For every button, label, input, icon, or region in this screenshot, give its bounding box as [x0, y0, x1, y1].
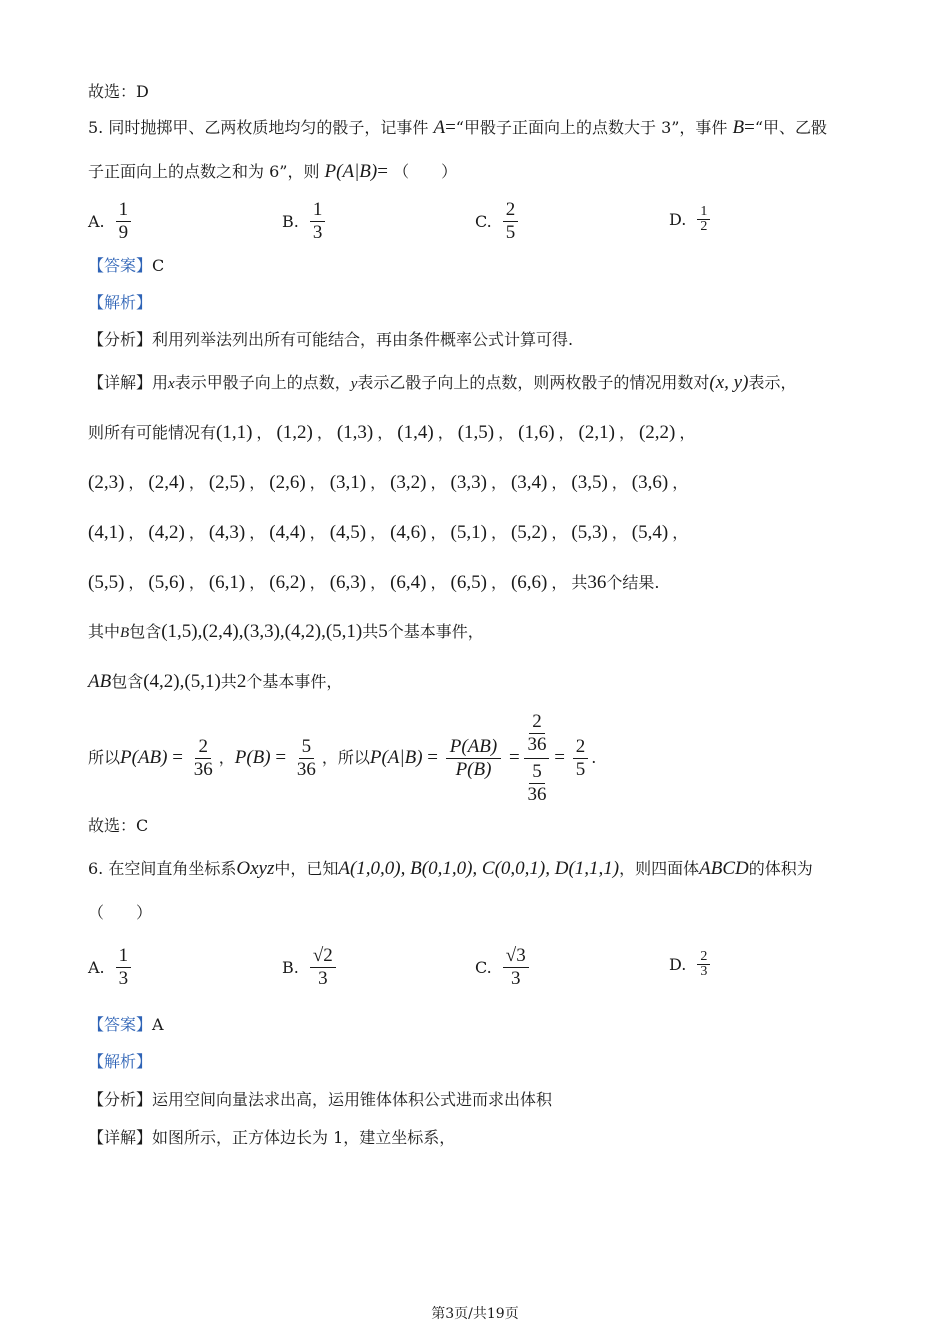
pair: (1,2) — [276, 422, 313, 443]
q6-stem-line1 — [88, 857, 813, 881]
q5-option-a — [88, 199, 134, 244]
q6-answer — [88, 1013, 164, 1037]
q5-total-count: 36 — [587, 572, 607, 593]
q5-stem-line1: 5. 同时抛掷甲、乙两枚质地均匀的骰子，记事件 A=“甲骰子正面向上的点数大于 3”，事件 B=“甲、乙骰 — [88, 117, 828, 138]
pair: (2,6) — [269, 472, 306, 493]
q5-option-a-den: 9 — [118, 222, 129, 243]
pair: (3,6) — [631, 472, 669, 493]
q6-solid: ABCD — [699, 858, 749, 879]
q6-points: A(1,0,0), B(0,1,0), C(0,0,1), D(1,1,1) — [338, 858, 620, 879]
q5-ab-mid: 包含 — [111, 672, 144, 691]
q6-stem-c: ，则四面体 — [619, 859, 700, 878]
pair: (3,5) — [571, 472, 608, 493]
q5-ab-line — [88, 670, 342, 694]
q5-all-intro: 则所有可能情况有 — [88, 423, 217, 442]
q5-event-b-var: B — [732, 117, 745, 138]
q6-option-b-den: 3 — [318, 968, 328, 989]
q5-option-a-num: 1 — [116, 199, 132, 222]
q5-b-suffix: 个基本事件， — [387, 622, 484, 641]
q5-b-line — [88, 620, 484, 645]
q5-detail-line1 — [88, 371, 796, 396]
pair: (3,3) — [450, 472, 487, 493]
q5-option-b — [282, 199, 328, 244]
q6-option-b-label: B. — [282, 958, 299, 977]
q5-ab-pairs: (4,2),(5,1) — [143, 671, 221, 692]
q5-option-b-num: 1 — [310, 199, 326, 222]
q5-option-c-num: 2 — [503, 199, 519, 222]
q6-answer-tag: 【答案】 — [88, 1015, 153, 1034]
q5-period: . — [591, 748, 597, 767]
q5-p-b-den: 36 — [296, 758, 316, 780]
q5-event-a-var: A — [433, 117, 446, 138]
q5-detail-x: x — [168, 376, 175, 392]
q5-pairs-row1: 则所有可能情况有(1,1) ， (1,2) ， (1,3) ， (1,4) ， (1,5) ， (1,6) ， (2,1) ， (2,2) ， — [88, 422, 696, 443]
q5-total-prefix: 共 — [571, 573, 588, 592]
q5-fenxi-tag: 【分析】 — [88, 330, 153, 349]
q5-calc-prefix: 所以 — [88, 748, 121, 767]
q5-nested-fraction — [524, 711, 549, 806]
pair: (1,1) — [216, 422, 253, 443]
q5-ratio-num: P(AB) — [446, 736, 501, 759]
q5-calc-line: 所以 P(AB) = $\frac{2}{36}$ ， P(B) = $\frac{5}{36}$ ，所以 P(A|B) = $\frac{P(AB)}{P(B)}$ = $\frac{2}{36}$ $\frac{5}{36}$ = $\frac{2}{5}$ . — [88, 710, 597, 805]
q6-option-c — [475, 945, 532, 990]
pair: (4,2) — [148, 522, 185, 543]
q5-option-d — [669, 205, 713, 234]
q5-option-d-num: 1 — [697, 205, 710, 220]
pair: (4,4) — [269, 522, 306, 543]
q5-ab-var: AB — [88, 671, 112, 692]
q6-system: Oxyz — [236, 858, 275, 879]
q6-option-c-num: √3 — [503, 945, 529, 968]
q5-option-c-label: C. — [475, 212, 492, 231]
q5-answer — [88, 254, 164, 278]
pair: (5,1) — [450, 522, 487, 543]
pair: (1,3) — [336, 422, 374, 443]
q6-stem-a: 在空间直角坐标系 — [108, 859, 237, 878]
pair: (4,6) — [390, 522, 427, 543]
pair: (6,3) — [329, 572, 367, 593]
q6-stem-d: 的体积为 — [748, 859, 813, 878]
q5-b-var: B — [120, 625, 130, 641]
pair: (6,2) — [269, 572, 306, 593]
pair: (3,4) — [510, 472, 548, 493]
pair: (2,5) — [208, 472, 246, 493]
q5-p-ab: P(AB) — [120, 747, 168, 768]
q5-option-b-label: B. — [282, 212, 299, 231]
q5-b-count-prefix: 共 — [362, 622, 379, 641]
q5-calc-mid: ，所以 — [321, 748, 370, 767]
q6-option-d-label: D. — [669, 955, 687, 974]
page-footer: 第3页/共19页 — [431, 1306, 519, 1322]
pair: (5,5) — [88, 572, 125, 593]
q6-option-a — [88, 945, 134, 990]
pair: (1,5) — [457, 422, 495, 443]
q5-detail-y: y — [350, 376, 358, 392]
pair: (6,4) — [390, 572, 427, 593]
q5-pairs-row2: (2,3) ， (2,4) ， (2,5) ， (2,6) ， (3,1) ， (3,2) ， (3,3) ， (3,4) ， (3,5) ， (3,6) ， — [88, 472, 689, 493]
q6-option-c-label: C. — [475, 958, 492, 977]
pair: (5,4) — [631, 522, 669, 543]
pair: (2,3) — [88, 472, 125, 493]
pair: (3,1) — [329, 472, 367, 493]
pair: (2,1) — [578, 422, 615, 443]
q6-detail-text: 如图所示，正方体边长为 1，建立坐标系， — [152, 1128, 456, 1147]
q5-option-c — [475, 199, 521, 244]
q5-nested-top-num: 2 — [529, 711, 545, 734]
q5-b-mid: 包含 — [129, 622, 162, 641]
q5-detail-1d: 表示， — [748, 373, 797, 392]
q6-option-a-num: 1 — [116, 945, 132, 968]
q5-nested-top-den: 36 — [527, 733, 547, 755]
q5-stem-line2: 子正面向上的点数之和为 6”，则 P(A|B)= （ ） — [88, 161, 458, 182]
q5-p-b-num: 5 — [299, 736, 315, 759]
q6-stem-b: 中，已知 — [274, 859, 339, 878]
pair: (5,3) — [571, 522, 608, 543]
q5-blank: （ ） — [393, 162, 458, 181]
pair: (6,1) — [208, 572, 246, 593]
q5-total-suffix: 个结果. — [606, 573, 660, 592]
q6-option-c-den: 3 — [510, 968, 521, 989]
q6-fenxi-tag: 【分析】 — [88, 1090, 153, 1109]
pair: (1,4) — [397, 422, 434, 443]
q5-nested-bot-den: 36 — [527, 783, 547, 805]
q5-fenxi-text: 利用列举法列出所有可能结合，再由条件概率公式计算可得. — [152, 330, 574, 349]
q6-option-d — [669, 950, 713, 979]
pair: (6,6) — [510, 572, 548, 593]
q5-p-a-given-b: P(A|B) — [369, 747, 423, 768]
q6-fenxi-text: 运用空间向量法求出高，运用锥体体积公式进而求出体积 — [152, 1090, 553, 1109]
pair: (5,6) — [148, 572, 185, 593]
q5-p-ab-num: 2 — [195, 736, 211, 759]
q5-answer-tag: 【答案】 — [88, 256, 153, 275]
q5-ab-count: 2 — [236, 671, 247, 692]
pair: (3,2) — [390, 472, 427, 493]
q5-p-ab-den: 36 — [193, 758, 213, 780]
q5-nested-bot-num: 5 — [529, 761, 545, 784]
q6-option-a-label: A. — [88, 958, 105, 977]
q5-ab-suffix: 个基本事件， — [246, 672, 343, 691]
q6-option-b — [282, 945, 339, 990]
pair: (1,6) — [518, 422, 555, 443]
q5-detail-tag: 【详解】 — [88, 373, 153, 392]
q5-comma: ， — [218, 748, 235, 767]
q6-analysis-tag: 【解析】 — [88, 1052, 153, 1071]
q5-detail-1c: 表示乙骰子向上的点数，则两枚骰子的情况用数对 — [357, 373, 710, 392]
q4-final-answer: 故选：D — [88, 82, 149, 101]
pair: (2,2) — [638, 422, 676, 443]
q6-fenxi — [88, 1088, 552, 1112]
q5-prob-expr: P(A|B) — [324, 161, 378, 182]
q6-number: 6. — [88, 859, 104, 878]
q5-detail-1b: 表示甲骰子向上的点数， — [174, 373, 351, 392]
pair: (2,4) — [148, 472, 185, 493]
pair: (5,2) — [510, 522, 548, 543]
q5-event-b-text: “甲、乙骰 — [754, 118, 828, 137]
q5-option-a-label: A. — [88, 212, 105, 231]
q5-b-prefix: 其中 — [88, 622, 121, 641]
q5-option-d-den: 2 — [700, 219, 708, 234]
q5-option-b-den: 3 — [312, 222, 323, 243]
q5-b-count: 5 — [378, 621, 388, 642]
q5-b-pairs: (1,5),(2,4),(3,3),(4,2),(5,1) — [161, 621, 363, 642]
q5-detail-1a: 用 — [152, 373, 169, 392]
pair: (4,3) — [208, 522, 246, 543]
q5-detail-xy: (x, y) — [709, 372, 749, 393]
q5-fenxi — [88, 328, 573, 352]
q6-option-d-den: 3 — [700, 964, 708, 979]
q5-option-c-den: 5 — [505, 222, 516, 243]
q6-option-a-den: 3 — [118, 968, 129, 989]
pair: (4,5) — [329, 522, 367, 543]
q6-detail-tag: 【详解】 — [88, 1128, 153, 1147]
q5-option-d-label: D. — [669, 210, 687, 229]
q6-blank: （ ） — [88, 903, 153, 922]
q5-result-num: 2 — [573, 736, 589, 759]
q6-detail — [88, 1126, 455, 1150]
q5-pairs-row4: (5,5) ， (5,6) ， (6,1) ， (6,2) ， (6,3) ， (6,4) ， (6,5) ， (6,6) ， 共36个结果. — [88, 572, 660, 593]
q5-result-den: 5 — [575, 758, 586, 780]
q5-answer-value: C — [152, 256, 165, 275]
q5-ab-count-prefix: 共 — [220, 672, 237, 691]
q5-number: 5. — [88, 118, 104, 137]
q5-ratio-den: P(B) — [455, 758, 492, 780]
q6-answer-value: A — [152, 1015, 164, 1034]
q5-final-answer: 故选：C — [88, 816, 149, 835]
q5-pairs-row3: (4,1) ， (4,2) ， (4,3) ， (4,4) ， (4,5) ， (4,6) ， (5,1) ， (5,2) ， (5,3) ， (5,4) ， — [88, 522, 689, 543]
q5-event-a-text: “甲骰子正面向上的点数大于 3”，事件 — [455, 118, 728, 137]
q6-option-b-num: √2 — [310, 945, 336, 968]
q5-analysis-tag: 【解析】 — [88, 293, 153, 312]
pair: (4,1) — [88, 522, 125, 543]
q5-stem-line2-text: 子正面向上的点数之和为 6”，则 — [88, 162, 320, 181]
pair: (6,5) — [450, 572, 487, 593]
q5-p-b: P(B) — [234, 747, 271, 768]
q6-option-d-num: 2 — [697, 950, 710, 965]
q5-stem-part1: 同时抛掷甲、乙两枚质地均匀的骰子，记事件 — [108, 118, 429, 137]
